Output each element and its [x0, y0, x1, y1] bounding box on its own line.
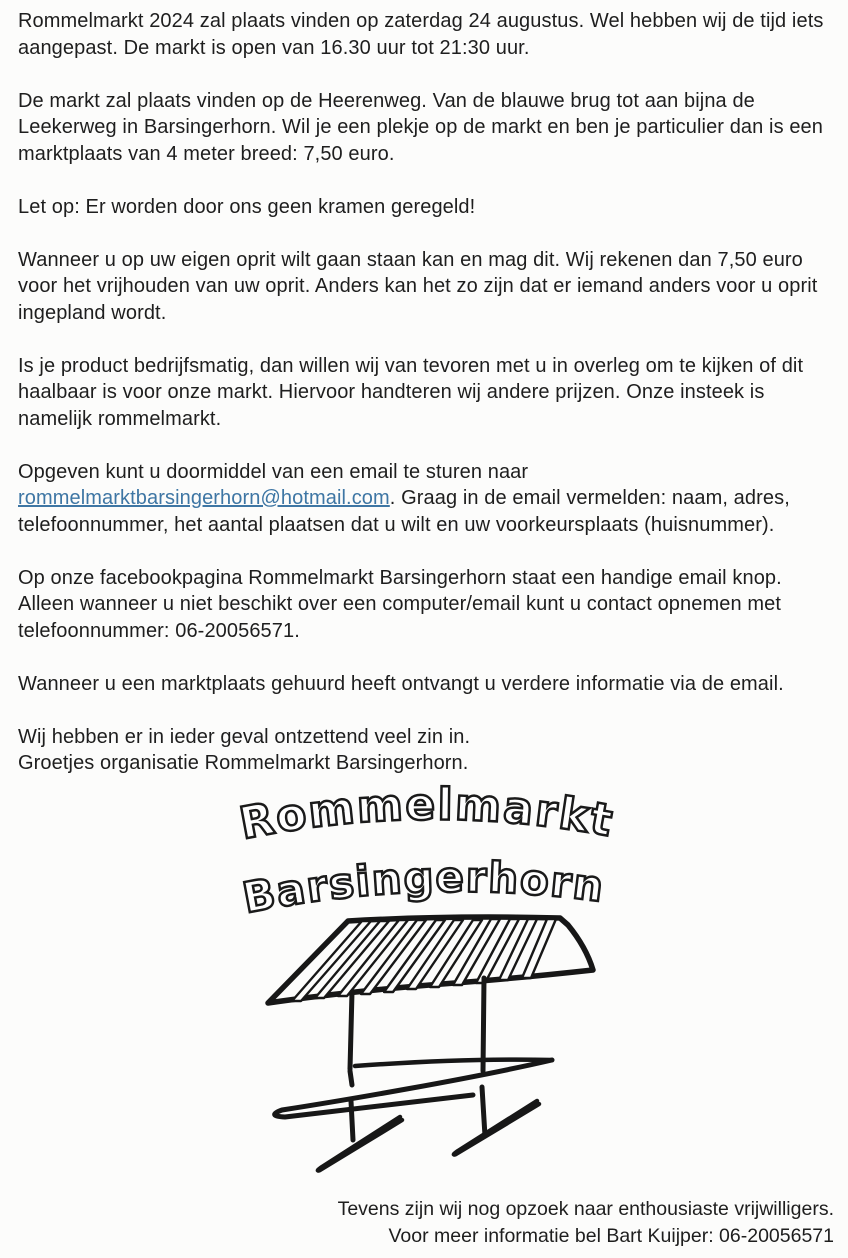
closing-line-1: Wij hebben er in ieder geval ontzettend veel zin in.	[18, 725, 471, 748]
commercial-paragraph: Is je product bedrijfsmatig, dan willen wij van tevoren met u in overleg om te kijken of dit haalbaar is voor onze markt. Hiervoor handteren wij andere prijzen. Onze insteek is namelijk rommelmarkt.	[18, 354, 804, 430]
stall-right-foot	[454, 1101, 539, 1155]
driveway-paragraph: Wanneer u op uw eigen oprit wilt gaan staan kan en mag dit. Wij rekenen dan 7,50 euro voor het vrijhouden van uw oprit. Anders kan het zo zijn dat er iemand anders voor u oprit ingepland wordt.	[18, 248, 818, 324]
signup-text-before: Opgeven kunt u doormiddel van een email te sturen naar	[18, 460, 529, 483]
logo-line-1: Rommelmarkt	[235, 779, 618, 850]
stall-left-leg-upper	[350, 1071, 352, 1085]
confirmation-paragraph: Wanneer u een marktplaats gehuurd heeft ontvangt u verdere informatie via de email.	[18, 672, 784, 695]
closing-paragraph	[18, 724, 838, 777]
warning-line: Let op: Er worden door ons geen kramen geregeld!	[18, 195, 476, 218]
email-link[interactable]: rommelmarktbarsingerhorn@hotmail.com	[18, 487, 390, 509]
facebook-paragraph: Op onze facebookpagina Rommelmarkt Barsingerhorn staat een handige email knop. Alleen wanneer u niet beschikt over een computer/email kunt u contact opnemen met telefoonnummer: 06-20056571.	[18, 566, 782, 642]
stall-table-front	[275, 1060, 552, 1117]
signup-text-after: . Graag in de email vermelden: naam, adres, telefoonnummer, het aantal plaatsen dat u wilt en uw voorkeursplaats (huisnummer).	[18, 487, 790, 536]
stall-left-foot	[318, 1117, 402, 1171]
footer-line-2: Voor meer informatie bel Bart Kuijper: 06-20056571	[388, 1225, 834, 1247]
stall-left-post	[350, 992, 352, 1069]
market-stall-drawing	[268, 917, 593, 1171]
footer-line-1: Tevens zijn wij nog opzoek naar enthousiaste vrijwilligers.	[337, 1198, 834, 1220]
logo-and-illustration	[0, 779, 848, 1199]
stall-left-leg	[351, 1101, 353, 1140]
stall-right-leg	[482, 1087, 485, 1136]
signup-paragraph	[18, 459, 838, 539]
location-paragraph: De markt zal plaats vinden op de Heerenweg. Van de blauwe brug tot aan bijna de Leekerweg in Barsingerhorn. Wil je een plekje op de markt en ben je particulier dan is een marktplaats van 4 meter breed: 7,50 euro.	[18, 89, 824, 165]
svg-text:Rommelmarkt	[236, 779, 618, 849]
volunteers-footer	[338, 1196, 834, 1250]
logo-wordmark	[236, 779, 618, 922]
stall-right-post	[483, 978, 484, 1071]
intro-paragraph: Rommelmarkt 2024 zal plaats vinden op zaterdag 24 augustus. Wel hebben wij de tijd iets aangepast. De markt is open van 16.30 uur tot 21:30 uur.	[18, 10, 824, 59]
document-body	[18, 8, 838, 803]
logo-line-2: Barsingerhorn	[238, 852, 608, 923]
svg-text:Barsingerhorn	[239, 853, 608, 923]
closing-line-2: Groetjes organisatie Rommelmarkt Barsingerhorn.	[18, 752, 469, 774]
